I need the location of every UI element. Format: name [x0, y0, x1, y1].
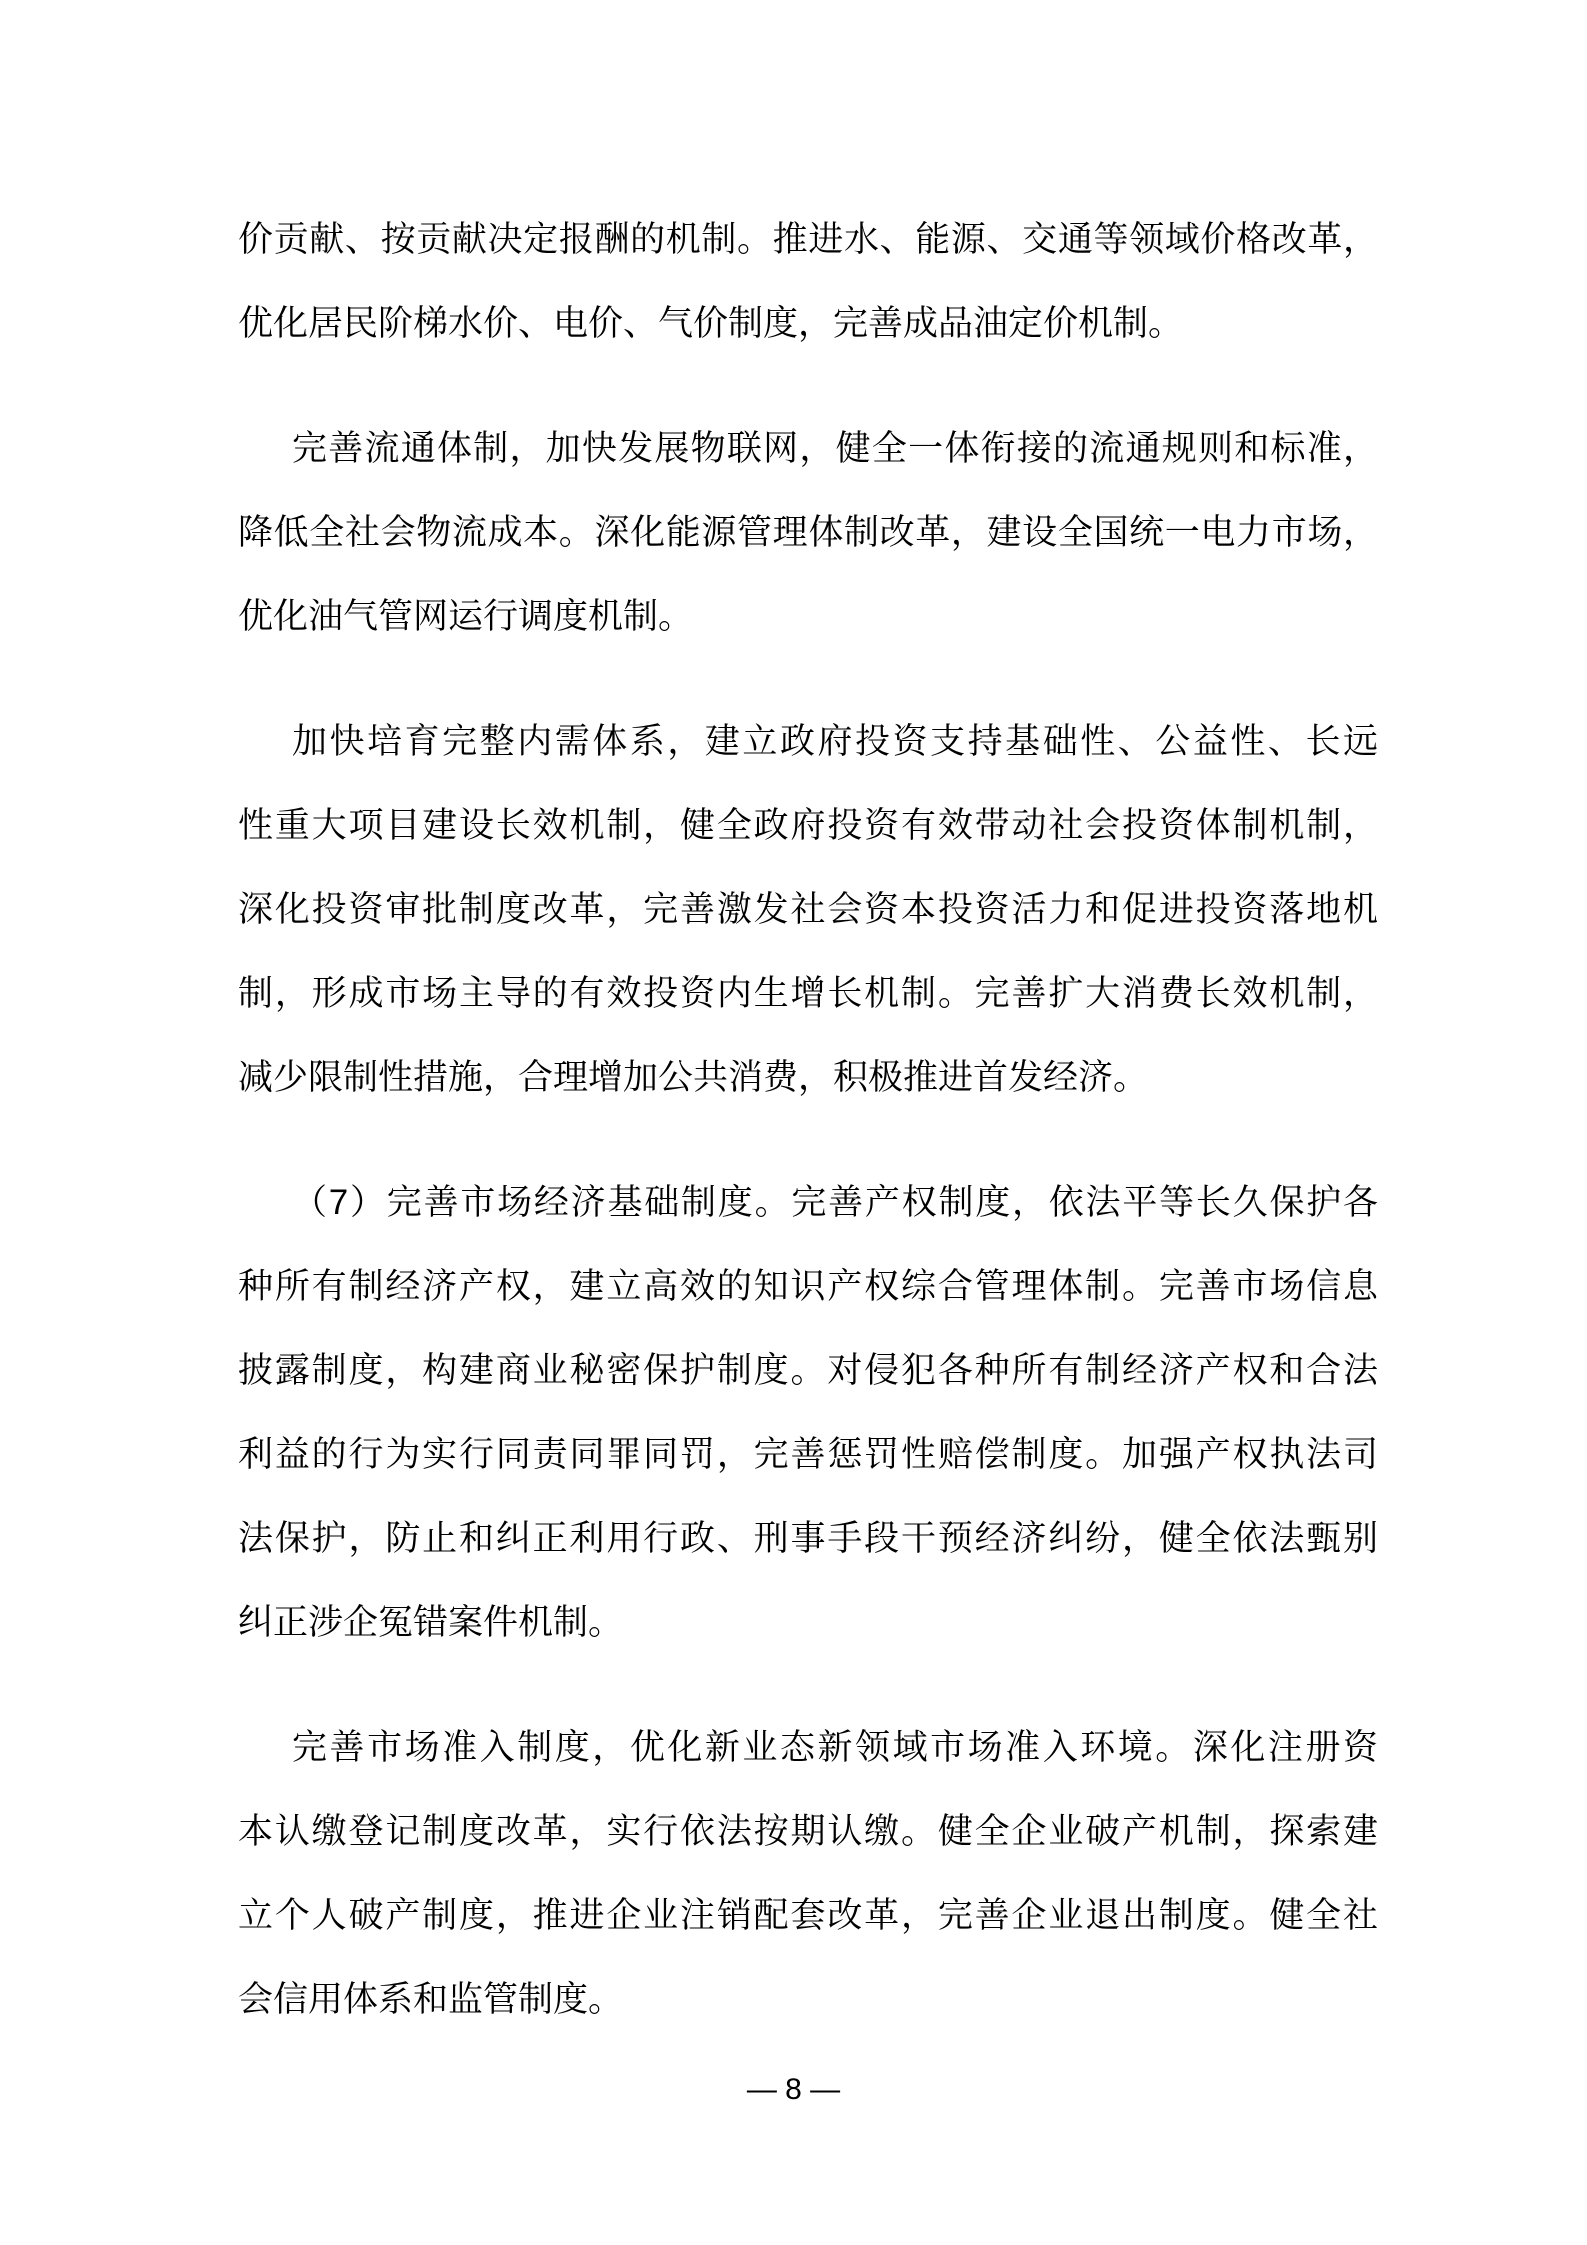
- text-line: 性重大项目建设长效机制，健全政府投资有效带动社会投资体制机制，: [238, 806, 1378, 845]
- text-line: 种所有制经济产权，建立高效的知识产权综合管理体制。完善市场信息: [238, 1267, 1378, 1306]
- text-line: 会信用体系和监管制度。: [238, 1980, 624, 2019]
- text-line: 优化居民阶梯水价、电价、气价制度，完善成品油定价机制。: [238, 304, 1184, 343]
- page-number: — 8 —: [746, 2073, 841, 2106]
- text-line: 完善流通体制，加快发展物联网，健全一体衔接的流通规则和标准，: [292, 429, 1378, 468]
- text-line: 立个人破产制度，推进企业注销配套改革，完善企业退出制度。健全社: [238, 1896, 1378, 1935]
- paragraph: [238, 1161, 1378, 1665]
- text-line: 优化油气管网运行调度机制。: [238, 597, 694, 636]
- text-line: 完善市场准入制度，优化新业态新领域市场准入环境。深化注册资: [292, 1728, 1378, 1767]
- text-line: 法保护，防止和纠正利用行政、刑事手段干预经济纠纷，健全依法甄别: [238, 1519, 1378, 1558]
- document-body: [238, 198, 1378, 2042]
- paragraph: [238, 1706, 1378, 2042]
- text-line: 纠正涉企冤错案件机制。: [238, 1603, 624, 1642]
- text-line: 价贡献、按贡献决定报酬的机制。推进水、能源、交通等领域价格改革，: [238, 220, 1378, 259]
- paragraph: [238, 700, 1378, 1120]
- text-line: 深化投资审批制度改革，完善激发社会资本投资活力和促进投资落地机: [238, 890, 1378, 929]
- text-line: 披露制度，构建商业秘密保护制度。对侵犯各种所有制经济产权和合法: [238, 1351, 1378, 1390]
- paragraph: [238, 407, 1378, 659]
- text-line: 减少限制性措施，合理增加公共消费，积极推进首发经济。: [238, 1058, 1149, 1097]
- page-footer: [0, 2070, 1587, 2110]
- text-line: 利益的行为实行同责同罪同罚，完善惩罚性赔偿制度。加强产权执法司: [238, 1435, 1378, 1474]
- paragraph: [238, 198, 1378, 366]
- text-line: （7）完善市场经济基础制度。完善产权制度，依法平等长久保护各: [292, 1183, 1378, 1222]
- text-line: 加快培育完整内需体系，建立政府投资支持基础性、公益性、长远: [292, 722, 1378, 761]
- text-line: 制，形成市场主导的有效投资内生增长机制。完善扩大消费长效机制，: [238, 974, 1378, 1013]
- text-line: 降低全社会物流成本。深化能源管理体制改革，建设全国统一电力市场，: [238, 513, 1378, 552]
- text-line: 本认缴登记制度改革，实行依法按期认缴。健全企业破产机制，探索建: [238, 1812, 1378, 1851]
